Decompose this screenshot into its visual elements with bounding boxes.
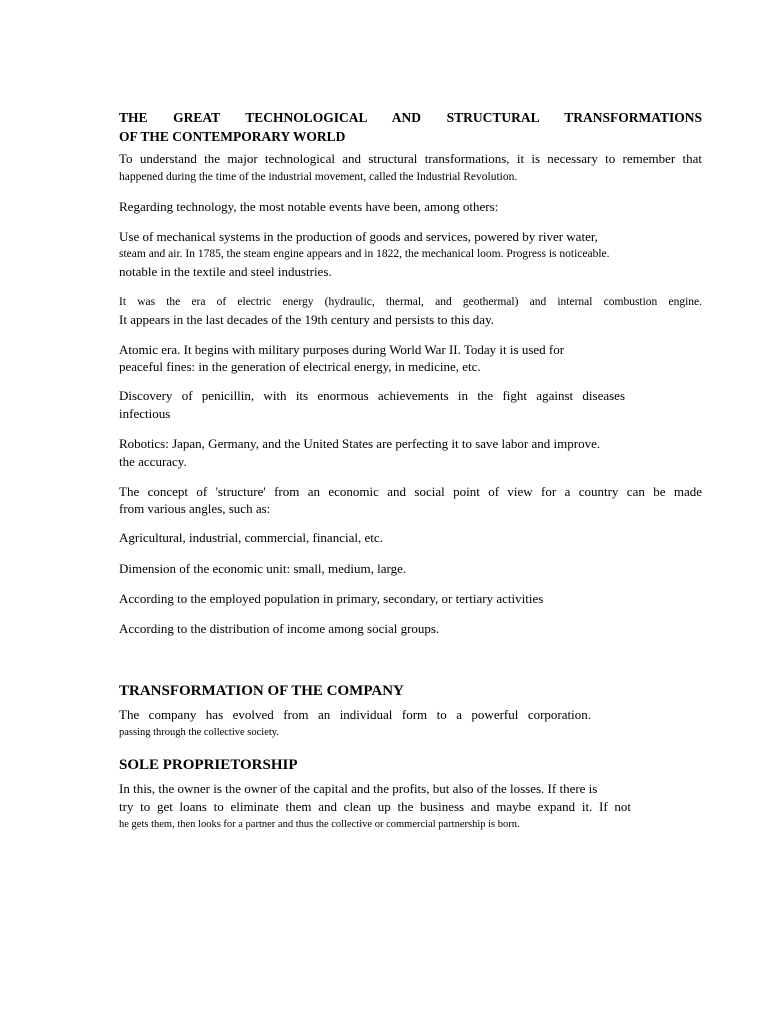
mechanical-line-3: notable in the textile and steel industries.	[119, 264, 332, 279]
structure-line-1: The concept of 'structure' from an economic and social point of view for a country can be made	[119, 484, 702, 499]
penicillin-line-1: Discovery of penicillin, with its enormous achievements in the fight against diseases	[119, 388, 625, 403]
mechanical-line-2: steam and air. In 1785, the steam engine appears and in 1822, the mechanical loom. Progress is noticeable.	[119, 248, 610, 260]
intro-line-1: To understand the major technological and structural transformations, it is necessary to remember that	[119, 151, 702, 166]
intro-line-2: happened during the time of the industrial movement, called the Industrial Revolution.	[119, 171, 518, 183]
sole-line-2: try to get loans to eliminate them and clean up the business and maybe expand it. If not	[119, 799, 631, 814]
electric-line-2: It appears in the last decades of the 19th century and persists to this day.	[119, 312, 494, 327]
document-title-line-2: OF THE CONTEMPORARY WORLD	[119, 129, 346, 144]
company-heading: TRANSFORMATION OF THE COMPANY	[119, 683, 404, 699]
atomic-line-2: peaceful fines: in the generation of electrical energy, in medicine, etc.	[119, 359, 481, 374]
electric-line-1: It was the era of electric energy (hydraulic, thermal, and geothermal) and internal combustion engine.	[119, 296, 702, 308]
structure-angle-item: Agricultural, industrial, commercial, financial, etc.	[119, 530, 383, 545]
sole-line-1: In this, the owner is the owner of the capital and the profits, but also of the losses. If there is	[119, 781, 598, 796]
robotics-line-2: the accuracy.	[119, 454, 187, 469]
technology-lead: Regarding technology, the most notable events have been, among others:	[119, 199, 499, 214]
company-line-1: The company has evolved from an individual form to a powerful corporation.	[119, 707, 591, 722]
structure-angle-item: According to the distribution of income among social groups.	[119, 621, 440, 636]
atomic-line-1: Atomic era. It begins with military purposes during World War II. Today it is used for	[119, 342, 565, 357]
sole-proprietorship-heading: SOLE PROPRIETORSHIP	[119, 757, 298, 773]
document-title-line-1: THE GREAT TECHNOLOGICAL AND STRUCTURAL TRANSFORMATIONS	[119, 110, 702, 125]
sole-line-3: he gets them, then looks for a partner and thus the collective or commercial partnership is born.	[119, 819, 520, 830]
robotics-line-1: Robotics: Japan, Germany, and the United States are perfecting it to save labor and improve.	[119, 436, 601, 451]
structure-angle-item: According to the employed population in primary, secondary, or tertiary activities	[119, 591, 544, 606]
mechanical-line-1: Use of mechanical systems in the production of goods and services, powered by river water,	[119, 229, 598, 244]
penicillin-line-2: infectious	[119, 406, 171, 421]
company-line-2: passing through the collective society.	[119, 727, 279, 738]
structure-line-2: from various angles, such as:	[119, 501, 271, 516]
structure-angle-item: Dimension of the economic unit: small, medium, large.	[119, 561, 407, 576]
